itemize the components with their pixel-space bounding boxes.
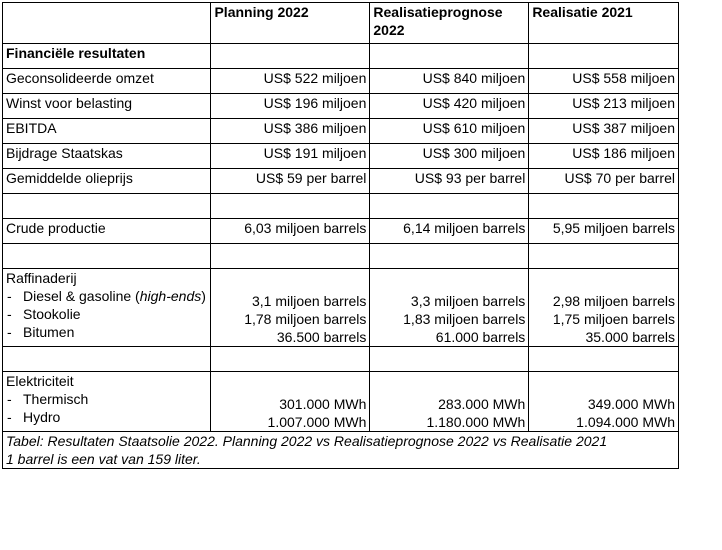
empty-cell bbox=[529, 244, 679, 269]
electricity-title: Elektriciteit bbox=[6, 373, 74, 389]
value-line: 3,1 miljoen barrels bbox=[252, 293, 367, 309]
value-cell: US$ 196 miljoen bbox=[211, 94, 370, 119]
results-table bbox=[2, 2, 679, 469]
table-row bbox=[3, 119, 679, 144]
value-line: 1.180.000 MWh bbox=[426, 414, 526, 430]
value-cell: US$ 59 per barrel bbox=[211, 169, 370, 194]
value-cell: US$ 300 miljoen bbox=[370, 144, 529, 169]
empty-cell bbox=[211, 347, 370, 372]
dash: - bbox=[7, 306, 12, 322]
table-row bbox=[3, 69, 679, 94]
row-label: EBITDA bbox=[3, 119, 211, 144]
header-planning-2022: Planning 2022 bbox=[211, 3, 370, 44]
refinery-label-cell bbox=[3, 269, 211, 347]
caption-line: Tabel: Resultaten Staatsolie 2022. Planning 2022 vs Realisatieprognose 2022 vs Realisatie 2021 bbox=[6, 433, 608, 449]
value-line: 3,3 miljoen barrels bbox=[410, 293, 526, 309]
value-line: 301.000 MWh bbox=[279, 396, 367, 412]
table-row bbox=[3, 94, 679, 119]
electricity-values-realisatie bbox=[529, 372, 679, 432]
value-line: 349.000 MWh bbox=[587, 396, 675, 412]
row-label: Crude productie bbox=[3, 219, 211, 244]
row-label: Geconsolideerde omzet bbox=[3, 69, 211, 94]
value-cell: US$ 70 per barrel bbox=[529, 169, 679, 194]
item-label: Thermisch bbox=[23, 391, 89, 407]
value-cell: US$ 840 miljoen bbox=[370, 69, 529, 94]
value-cell: US$ 522 miljoen bbox=[211, 69, 370, 94]
value-line: 1,83 miljoen barrels bbox=[403, 311, 526, 327]
item-label: Stookolie bbox=[23, 306, 81, 322]
dash: - bbox=[7, 391, 12, 407]
value-line: 1,75 miljoen barrels bbox=[552, 311, 675, 327]
empty-cell bbox=[211, 244, 370, 269]
electricity-values-prognose bbox=[370, 372, 529, 432]
value-line: 283.000 MWh bbox=[438, 396, 526, 412]
electricity-label-cell bbox=[3, 372, 211, 432]
row-label: Gemiddelde olieprijs bbox=[3, 169, 211, 194]
value-cell: US$ 387 miljoen bbox=[529, 119, 679, 144]
caption-row bbox=[3, 432, 679, 469]
item-label-italic: high-ends bbox=[139, 288, 202, 304]
crude-row bbox=[3, 219, 679, 244]
empty-cell bbox=[529, 347, 679, 372]
empty-cell bbox=[370, 44, 529, 69]
row-label: Bijdrage Staatskas bbox=[3, 144, 211, 169]
empty-cell bbox=[211, 194, 370, 219]
refinery-item-stookolie bbox=[6, 305, 207, 323]
value-cell: 5,95 miljoen barrels bbox=[529, 219, 679, 244]
item-label: Bitumen bbox=[23, 324, 75, 340]
value-cell: US$ 558 miljoen bbox=[529, 69, 679, 94]
header-realisatie-2021: Realisatie 2021 bbox=[529, 3, 679, 44]
value-line: 1,78 miljoen barrels bbox=[244, 311, 367, 327]
refinery-row bbox=[3, 269, 679, 347]
value-cell: US$ 186 miljoen bbox=[529, 144, 679, 169]
value-cell: US$ 191 miljoen bbox=[211, 144, 370, 169]
refinery-values-planning bbox=[211, 269, 370, 347]
item-label: Hydro bbox=[23, 409, 61, 425]
value-line: 2,98 miljoen barrels bbox=[552, 293, 675, 309]
value-line: 35.000 barrels bbox=[585, 329, 675, 345]
empty-cell bbox=[370, 347, 529, 372]
caption-line: 1 barrel is een vat van 159 liter. bbox=[6, 451, 201, 467]
value-cell: US$ 213 miljoen bbox=[529, 94, 679, 119]
spacer-row bbox=[3, 244, 679, 269]
value-line: 61.000 barrels bbox=[435, 329, 526, 345]
row-label: Winst voor belasting bbox=[3, 94, 211, 119]
empty-cell bbox=[370, 194, 529, 219]
empty-cell bbox=[211, 44, 370, 69]
electricity-row bbox=[3, 372, 679, 432]
value-cell: US$ 93 per barrel bbox=[370, 169, 529, 194]
header-realisatieprognose-2022: Realisatieprognose 2022 bbox=[370, 3, 529, 44]
table-row bbox=[3, 169, 679, 194]
empty-cell bbox=[3, 347, 211, 372]
refinery-item-bitumen bbox=[6, 323, 207, 341]
empty-cell bbox=[370, 244, 529, 269]
empty-cell bbox=[529, 44, 679, 69]
refinery-values-realisatie bbox=[529, 269, 679, 347]
header-row bbox=[3, 3, 679, 44]
item-label: Diesel & gasoline ( bbox=[23, 288, 140, 304]
spacer-row bbox=[3, 194, 679, 219]
empty-cell bbox=[3, 244, 211, 269]
refinery-item-diesel bbox=[6, 287, 207, 305]
electricity-item-hydro bbox=[6, 408, 207, 426]
value-cell: US$ 420 miljoen bbox=[370, 94, 529, 119]
electricity-item-thermisch bbox=[6, 390, 207, 408]
value-cell: US$ 386 miljoen bbox=[211, 119, 370, 144]
table-caption bbox=[3, 432, 679, 469]
dash: - bbox=[7, 409, 12, 425]
refinery-values-prognose bbox=[370, 269, 529, 347]
value-line: 1.007.000 MWh bbox=[267, 414, 367, 430]
spacer-row bbox=[3, 347, 679, 372]
value-line: 1.094.000 MWh bbox=[576, 414, 675, 430]
section-title-financial: Financiële resultaten bbox=[3, 44, 211, 69]
empty-cell bbox=[529, 194, 679, 219]
electricity-values-planning bbox=[211, 372, 370, 432]
section-row-financial bbox=[3, 44, 679, 69]
value-cell: US$ 610 miljoen bbox=[370, 119, 529, 144]
value-cell: 6,03 miljoen barrels bbox=[211, 219, 370, 244]
header-cell-empty bbox=[3, 3, 211, 44]
value-cell: 6,14 miljoen barrels bbox=[370, 219, 529, 244]
value-line: 36.500 barrels bbox=[276, 329, 367, 345]
empty-cell bbox=[3, 194, 211, 219]
dash: - bbox=[7, 324, 12, 340]
item-label-end: ) bbox=[201, 288, 206, 304]
refinery-title: Raffinaderij bbox=[6, 270, 77, 286]
table-row bbox=[3, 144, 679, 169]
dash: - bbox=[7, 288, 12, 304]
